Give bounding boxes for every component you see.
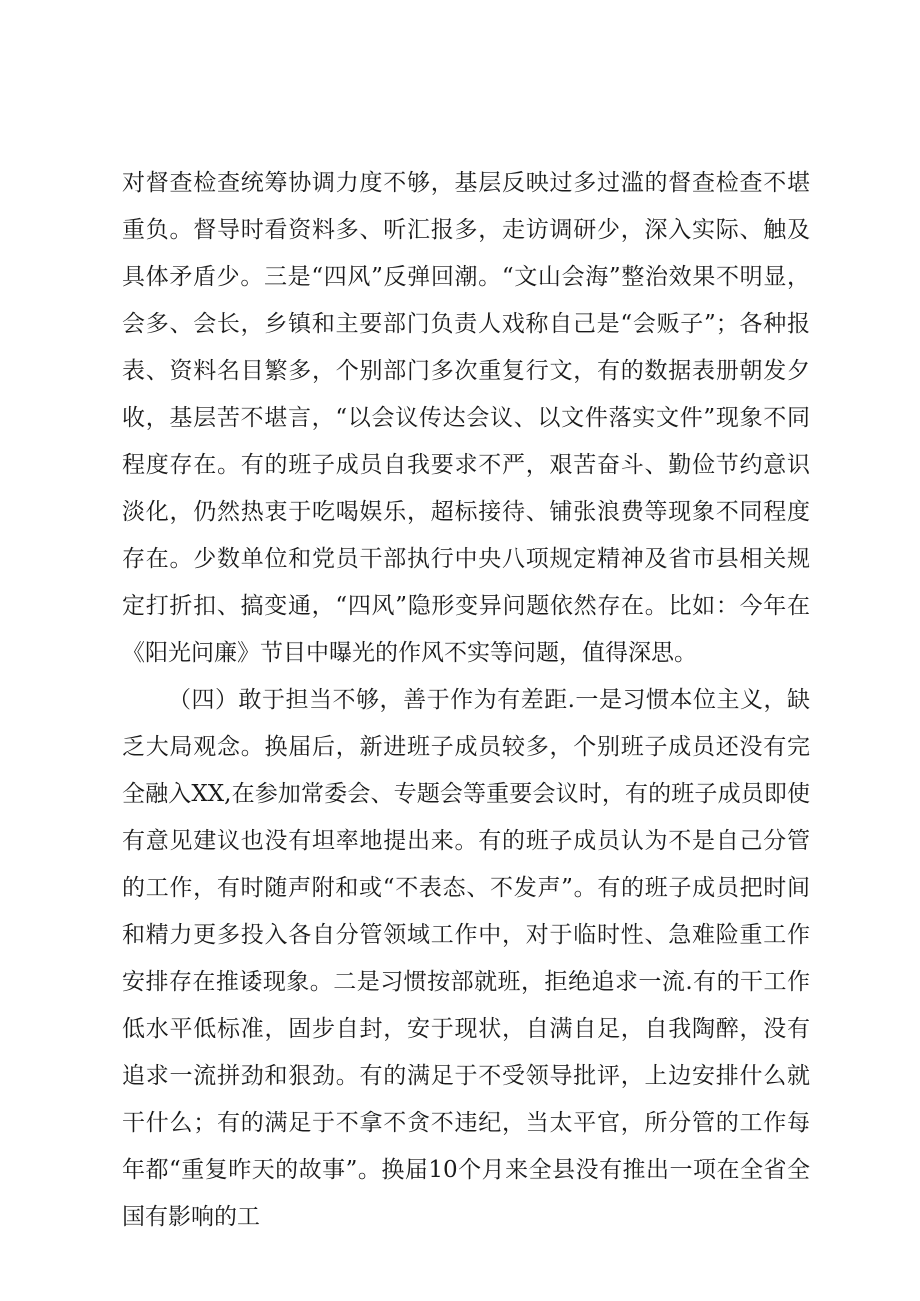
document-body — [122, 160, 810, 1241]
paragraph-continuation: 对督查检查统筹协调力度不够，基层反映过多过滥的督查检查不堪重负。督导时看资料多、听汇报多，走访调研少，深入实际、触及具体矛盾少。三是“四风”反弹回潮。“文山会海”整治效果不明显，会多、会长，乡镇和主要部门负责人戏称自己是“会贩子”；各种报表、资料名目繁多，个别部门多次重复行文，有的数据表册朝发夕收，基层苦不堪言，“以会议传达会议、以文件落实文件”现象不同程度存在。有的班子成员自我要求不严，艰苦奋斗、勤俭节约意识淡化，仍然热衷于吃喝娱乐，超标接待、铺张浪费等现象不同程度存在。少数单位和党员干部执行中央八项规定精神及省市县相关规定打折扣、搞变通，“四风”隐形变异问题依然存在。比如：今年在《阳光问廉》节目中曝光的作风不实等问题，值得深思。 — [122, 170, 810, 666]
paragraph-section-4: （四）敢于担当不够，善于作为有差距.一是习惯本位主义，缺乏大局观念。换届后，新进班子成员较多，个别班子成员还没有完全融入XX,在参加常委会、专题会等重要会议时，有的班子成员即使有意见建议也没有坦率地提出来。有的班子成员认为不是自己分管的工作，有时随声附和或“不表态、不发声”。有的班子成员把时间和精力更多投入各自分管领域工作中，对于临时性、急难险重工作安排存在推诿现象。二是习惯按部就班，拒绝追求一流.有的干工作低水平低标准，固步自封，安于现状，自满自足，自我陶醉，没有追求一流拼劲和狠劲。有的满足于不受领导批评，上边安排什么就干什么；有的满足于不拿不贪不违纪，当太平官，所分管的工作每年都“重复昨天的故事”。换届10个月来全县没有推出一项在全省全国有影响的工 — [122, 687, 810, 1230]
